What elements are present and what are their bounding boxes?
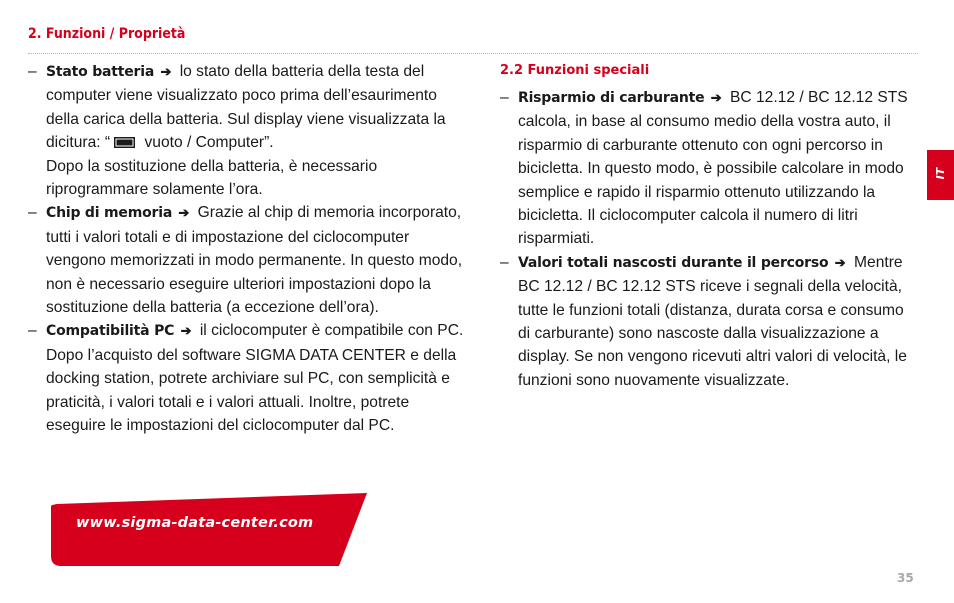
list-dash: – [28, 63, 37, 80]
memory-chip-text: Grazie al chip di memoria incorporato, tutti i valori totali e di impostazione del ciclocomputer vengono memorizzati in modo permanente. In questo modo, non è necessario eseguire ulteriori impostazioni dopo la sostituzione della batteria (a eccezione dell’ora). [46, 204, 463, 317]
term-fuel-saving: Risparmio di carburante [518, 90, 705, 106]
website-link[interactable]: www.sigma-data-center.com [76, 515, 314, 531]
arrow-right-icon: ➔ [178, 205, 190, 221]
section-title: 2. Funzioni / Proprietà [28, 26, 186, 42]
page-number: 35 [897, 571, 914, 585]
battery-status-text: lo stato della batteria della testa del computer viene visualizzato poco prima dell’esaurimento della carica della batteria. Sul display viene visualizzata la dicitura: “ [46, 63, 446, 152]
list-item-fuel-saving [500, 86, 920, 251]
term-battery-status: Stato batteria [46, 64, 155, 80]
battery-status-text-after-icon: vuoto / Computer”. [140, 134, 274, 152]
fuel-saving-text: BC 12.12 / BC 12.12 STS calcola, in base al consumo medio della vostra auto, il risparmio di carburante ottenuto con ogni percorso in bicicletta. In questo modo, è possibile calcolare in modo semplice e rapido il risparmio ottenuto utilizzando la bicicletta. Il ciclocomputer calcola il numero di litri risparmiati. [518, 89, 908, 248]
term-hidden-totals: Valori totali nascosti durante il percorso [518, 254, 829, 271]
battery-empty-icon [114, 137, 136, 148]
arrow-right-icon: ➔ [710, 90, 722, 105]
term-pc-compatibility: Compatibilità PC [46, 323, 175, 340]
list-dash: – [500, 253, 509, 271]
list-item-pc-compatibility [28, 319, 468, 437]
arrow-right-icon: ➔ [834, 254, 846, 270]
dotted-divider [28, 53, 918, 54]
battery-status-extra-text: Dopo la sostituzione della batteria, è necessario riprogrammare solamente l’ora. [46, 157, 378, 199]
language-tab [927, 150, 954, 200]
hidden-totals-text: Mentre BC 12.12 / BC 12.12 STS riceve i segnali della velocità, tutte le funzioni totali (distanza, durata corsa e consumo di carburante) sono nascoste dalla visualizzazione a display. Se non vengono ricevuti altri valori di velocità, le funzioni sono nuovamente visualizzate. [518, 253, 907, 389]
arrow-right-icon: ➔ [160, 64, 172, 79]
right-column [500, 60, 920, 392]
term-memory-chip: Chip di memoria [46, 205, 173, 222]
left-column [28, 60, 468, 438]
list-item-memory-chip [28, 201, 468, 319]
language-tab-label: IT [934, 167, 947, 180]
list-item-battery-status [28, 60, 468, 201]
list-dash: – [500, 89, 509, 106]
arrow-right-icon: ➔ [180, 323, 192, 339]
pc-compatibility-text: il ciclocomputer è compatibile con PC. Dopo l’acquisto del software SIGMA DATA CENTER e della docking station, potrete archiviare sul PC, con semplicità e praticità, i valori totali e i valori attuali. Inoltre, potrete eseguire le impostazioni del ciclocomputer dal PC. [46, 322, 464, 435]
list-item-hidden-totals [500, 251, 920, 392]
list-dash: – [28, 204, 37, 222]
subheading-special-functions: 2.2 Funzioni speciali [500, 63, 650, 78]
list-dash: – [28, 322, 37, 340]
